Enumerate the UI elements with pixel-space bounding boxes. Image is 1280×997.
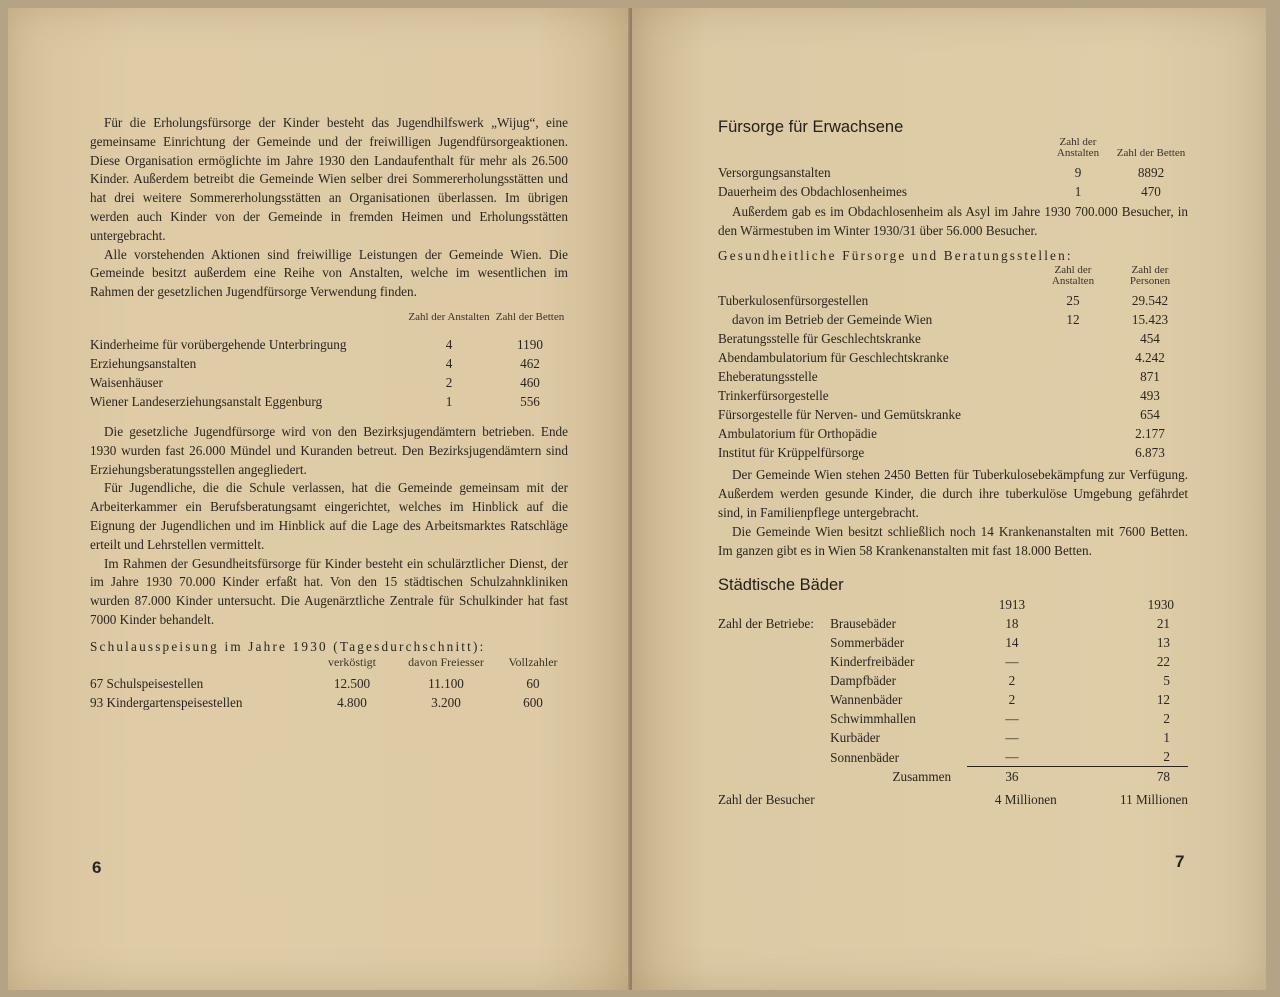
row-anstalten [1034,424,1112,443]
row-betten: 556 [520,393,540,409]
col-header-betten: Zahl der Betten [495,310,565,323]
col-header-anstalten: Zahl der Anstalten [408,310,490,323]
row-1913: 2 [1008,692,1016,708]
row-personen: 493 [1140,388,1160,404]
table-row [718,728,1188,747]
row-betten: 460 [520,374,540,390]
row-label: Fürsorgestelle für Nerven- und Gemütskranke [718,407,961,423]
row-label: Dauerheim des Obdachlosenheimes [718,184,907,199]
schulausspeisung-title: Schulausspeisung im Jahre 1930 (Tagesdurchschnitt): [90,638,486,654]
row-freiesser: 3.200 [431,694,461,710]
heading-fuersorge-erwachsene: Fürsorge für Erwachsene [718,118,904,136]
table-row [718,329,1188,348]
table-visitors-row [718,786,1188,809]
left-page [8,8,630,990]
table-header-row [90,657,568,668]
col-header-freiesser: davon Freiesser [408,654,484,669]
paragraph-obdachlosenheim: Außerdem gab es im Obdachlosenheim als Asyl im Jahre 1930 700.000 Besucher, in den Wärmestuben im Winter 1930/31 über 56.000 Besucher. [718,204,1188,238]
col-header-vollzahler: Vollzahler [508,654,558,669]
row-personen: 29.542 [1131,293,1169,309]
row-betten: 470 [1141,184,1161,199]
row-personen: 871 [1140,369,1160,385]
table-header-row [718,137,1188,159]
row-anstalten: 9 [1074,165,1082,180]
paragraph-gesundheitsfuersorge: Im Rahmen der Gesundheitsfürsorge für Kinder besteht ein schulärztlicher Dienst, der im Jahre 1930 70.000 Kinder erfaßt hat. Von den 15 städtischen Schulzahnkliniken wurden 87.000 Kinder untersucht. Die Augenärztliche Zentrale für Schulkinder hat fast 7000 Kinder behandelt. [90,555,568,627]
row-personen: 2.177 [1135,426,1165,442]
row-label: Institut für Krüppelfürsorge [718,445,865,461]
page-number-left: 6 [92,858,102,877]
paragraph-gesetzliche-jugendfuersorge: Die gesetzliche Jugendfürsorge wird von den Bezirksjugendämtern betrieben. Ende 1930 wurden fast 26.000 Mündel und Kuranden betreut. Den Bezirksjugendämtern sind Erziehungsberatungsstellen angegliedert. [90,423,568,477]
table-header-row [718,595,1188,614]
row-label: Dampfbäder [830,673,897,689]
row-1913: 2 [1008,673,1016,689]
table-row [718,443,1188,462]
row-1930: 22 [1156,654,1170,670]
table-row [718,690,1188,709]
row-label: Brausebäder [830,616,897,632]
table-row [90,668,568,693]
row-anstalten [1034,348,1112,367]
table-row [718,287,1188,310]
row-label: Erziehungsanstalten [90,355,197,371]
table-row [90,323,568,354]
right-page [632,8,1266,990]
row-1913: 14 [1005,635,1019,651]
row-anstalten: 1 [445,393,453,409]
table-row [90,693,568,712]
row-verkoestigt: 4.800 [337,694,367,710]
paragraph-freiwillige-leistungen: Alle vorstehenden Aktionen sind freiwillige Leistungen der Gemeinde Wien. Die Gemeinde besitzt außerdem eine Reihe von Anstalten, welche im wesentlichen im Rahmen der gesetzlichen Jugendfürsorge Verwendung finden. [90,246,568,300]
row-anstalten: 4 [445,336,453,352]
table-anstalten-jugend [90,312,568,411]
table-schulausspeisung [90,654,568,712]
row-1913: — [1005,711,1019,727]
row-1930: 13 [1156,635,1170,651]
row-anstalten: 4 [445,355,453,371]
table-row [718,633,1188,652]
row-label: Abendambulatorium für Geschlechtskranke [718,350,949,366]
row-label: 93 Kindergartenspeisestellen [90,694,243,710]
row-label: Waisenhäuser [90,374,163,390]
left-page-body [90,114,568,712]
table-row [718,348,1188,367]
table-row [718,747,1188,767]
row-1930: 12 [1156,692,1170,708]
col-header-personen: Zahl der Personen [1129,264,1171,288]
col-header-anstalten: Zahl der Anstalten [1056,136,1100,159]
visitors-1930: 11 Millionen [1119,792,1188,808]
row-label: Kinderfreibäder [830,654,915,670]
right-page-body [718,118,1188,809]
table-row [718,310,1188,329]
row-label: 67 Schulspeisestellen [90,675,204,691]
row-personen: 4.242 [1135,350,1165,366]
row-anstalten: 12 [1066,312,1080,328]
table-row [718,386,1188,405]
row-anstalten [1034,443,1112,462]
table-row [718,424,1188,443]
total-label: Zusammen [892,769,952,785]
row-anstalten [1034,386,1112,405]
row-1913: 18 [1005,616,1019,632]
table-gesundheit [718,265,1188,462]
row-anstalten [1034,329,1112,348]
table-baeder [718,595,1188,809]
row-label: Kurbäder [830,730,880,746]
row-1913: — [1005,730,1019,746]
table-erwachsene [718,137,1188,201]
table-row [718,367,1188,386]
table-row [718,405,1188,424]
row-label: Schwimmhallen [830,711,916,727]
visitors-label: Zahl der Besucher [718,792,815,808]
visitors-1913: 4 Millionen [994,792,1057,808]
row-1930: 2 [1163,711,1170,727]
col-header-verkoestigt: verköstigt [328,654,376,669]
row-anstalten [1034,367,1112,386]
table-header-row [718,265,1188,287]
label-zahl-der-betriebe: Zahl der Betriebe: [718,616,814,632]
subheading-gesundheitliche-fuersorge: Gesundheitliche Fürsorge und Beratungsstellen: [718,247,1073,263]
row-label: Ambulatorium für Orthopädie [718,426,877,442]
row-label: Wannenbäder [830,692,903,708]
table-row [718,671,1188,690]
paragraph-krankenanstalten: Die Gemeinde Wien besitzt schließlich noch 14 Krankenanstalten mit 7600 Betten. Im ganzen gibt es in Wien 58 Krankenanstalten mit fast 18.000 Betten. [718,523,1188,558]
row-anstalten: 25 [1066,293,1080,309]
paragraph-berufsberatung: Für Jugendliche, die die Schule verlassen, hat die Gemeinde gemeinsam mit der Arbeiterkammer ein Berufsberatungsamt eingerichtet, welches im Hinblick auf die Eignung der Jugendlichen und im Hinblick auf die Lage des Arbeitsmarktes Ratschläge erteilt und Lehrstellen vermittelt. [90,480,568,552]
row-label: davon im Betrieb der Gemeinde Wien [732,312,933,328]
table-row [718,159,1188,182]
row-1930: 21 [1156,616,1170,632]
row-label: Sonnenbäder [830,749,899,765]
row-freiesser: 11.100 [428,675,464,691]
row-label: Eheberatungsstelle [718,369,818,385]
row-personen: 6.873 [1135,445,1165,461]
row-label: Kinderheime für vorübergehende Unterbringung [90,336,347,352]
row-1913: — [1005,749,1019,765]
row-vollzahler: 60 [526,675,540,691]
row-1930: 2 [1163,749,1170,765]
row-label: Beratungsstelle für Geschlechtskranke [718,331,921,347]
col-header-betten: Zahl der Betten [1116,147,1186,159]
row-1930: 5 [1163,673,1170,689]
table-row [718,614,1188,633]
row-personen: 454 [1140,331,1160,347]
table-row [718,182,1188,201]
col-header-1930: 1930 [1147,597,1174,613]
row-1930: 1 [1163,730,1170,746]
table-row [718,652,1188,671]
row-anstalten: 2 [445,374,453,390]
row-betten: 462 [520,355,540,371]
table-total-row [718,767,1188,787]
paragraph-tuberkulose: Der Gemeinde Wien stehen 2450 Betten für Tuberkulosebekämpfung zur Verfügung. Außerdem werden gesunde Kinder, die durch ihre tuberkulöse Umgebung gefährdet sind, in Familienpflege untergebracht. [718,467,1188,520]
total-1913: 36 [967,767,1057,787]
row-label: Versorgungsanstalten [718,165,831,180]
row-label: Trinkerfürsorgestelle [718,388,829,404]
col-header-1913: 1913 [998,597,1026,613]
row-anstalten [1034,405,1112,424]
paragraph-erholungsfuersorge: Für die Erholungsfürsorge der Kinder besteht das Jugendhilfswerk „Wijug“, eine gemeinsame Einrichtung der Gemeinde und der freiwilligen Jugendfürsorgeaktionen. Diese Organisation ermöglichte im Jahre 1930 den Landaufenthalt für mehr als 26.500 Kinder. Außerdem betreibt die Gemeinde Wien selber drei Sommererholungsstätten und hat drei weitere Sommererholungsstätten an Organisationen überlassen. Im übrigen werden auch Kinder von der Gemeinde in fremden Heimen und Erholungsstätten untergebracht. [90,115,568,243]
row-personen: 654 [1140,407,1160,423]
row-anstalten: 1 [1074,184,1082,199]
row-vollzahler: 600 [523,694,543,710]
table-row [90,392,568,411]
heading-staedtische-baeder: Städtische Bäder [718,576,844,595]
row-label: Sommerbäder [830,635,905,651]
row-label: Wiener Landeserziehungsanstalt Eggenburg [90,393,323,409]
row-betten: 8892 [1137,165,1165,180]
total-1930: 78 [1057,767,1188,787]
row-personen: 15.423 [1131,312,1169,328]
row-label: Tuberkulosenfürsorgestellen [718,293,869,309]
table-row [90,373,568,392]
row-1913: — [1005,654,1019,670]
row-verkoestigt: 12.500 [333,675,371,691]
table-row [718,709,1188,728]
table-header-row [90,312,568,323]
page-number-right: 7 [1175,852,1185,871]
row-betten: 1190 [517,336,543,352]
col-header-anstalten: Zahl der Anstalten [1051,264,1095,288]
table-row [90,354,568,373]
